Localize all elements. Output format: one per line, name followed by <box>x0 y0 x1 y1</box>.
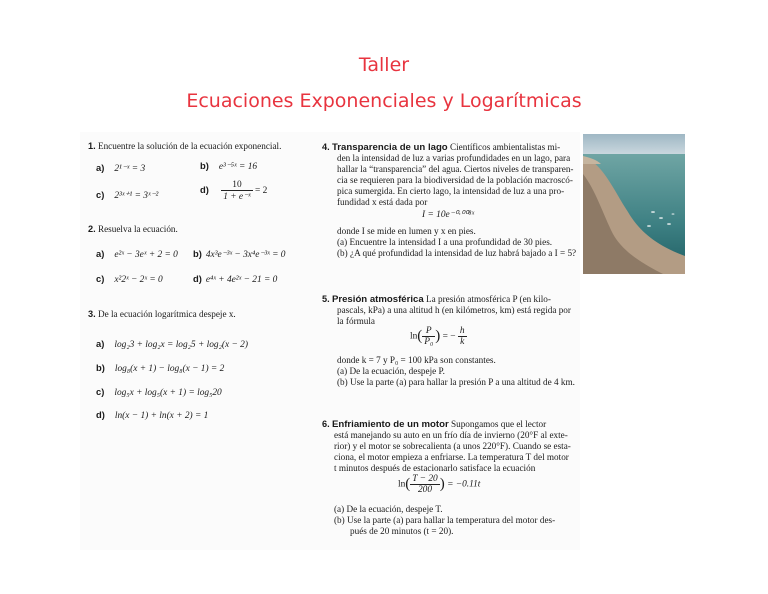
q5-line-4: donde k = 7 y P₀ = 100 kPa son constantes. <box>337 355 496 365</box>
q6-line-4: ciona, el motor empieza a enfriarse. La temperatura T del motor <box>334 452 569 462</box>
q4-line-6: fundidad x está dada por <box>337 197 428 207</box>
q4-line-2: den la intensidad de luz a varias profundidades en un lago, para <box>337 153 571 163</box>
q4-line-7: donde I se mide en lumen y x en pies. <box>337 226 476 236</box>
q4-line-3: hallar la “transparencia” del agua. Ciertos niveles de transparen- <box>337 164 574 174</box>
q3-item-b: b) log₈(x + 1) − log₈(x − 1) = 2 <box>96 362 225 374</box>
q5-line-2: pascals, kPa) a una altitud h (en kilómetros, km) está regida por <box>337 305 571 315</box>
q6-part-b: (b) Use la parte (a) para hallar la temperatura del motor des- <box>334 515 556 525</box>
q4-line-5: pica sumergida. En cierto lago, la intensidad de luz a una pro- <box>337 186 565 196</box>
q2-item-c: c) x²2ˣ − 2ˣ = 0 <box>96 273 163 285</box>
q1-item-a: a) 2¹⁻ˣ = 3 <box>96 162 146 174</box>
question-number: 1. <box>88 141 96 151</box>
q1-item-d: d) $\frac{10}{\text{1 + e⁻ˣ}}$ = 2 <box>200 180 268 202</box>
q6-line-3: rior) y el motor se sobrecalienta (a unos 220°F). Cuando se esta- <box>334 441 571 451</box>
q2-item-b: b) 4x³e⁻³ˣ − 3x⁴e⁻³ˣ = 0 <box>193 248 286 260</box>
question-1 <box>88 141 281 153</box>
q4-part-b: (b) ¿A qué profundidad la intensidad de luz habrá bajado a I = 5? <box>337 248 577 258</box>
question-3: 3. De la ecuación logarítmica despeje x. <box>88 309 236 319</box>
q4-formula: I = 10e⁻⁰·⁰⁰⁸ˣ <box>422 210 475 220</box>
question-5: 5. Presión atmosférica La presión atmosférica P (en kilo- <box>322 294 551 305</box>
q1-item-c: c) 2³ˣ⁺¹ = 3ˣ⁻² <box>96 189 159 201</box>
q6-formula: ln( $\frac{T - 20}{200}$ ) = −0.11t <box>398 474 481 495</box>
question-text: Encuentre la solución de la ecuación exponencial. <box>97 141 282 151</box>
q5-line-3: la fórmula <box>337 316 376 326</box>
page-subtitle: Ecuaciones Exponenciales y Logarítmicas <box>186 90 582 112</box>
q6-line-2: está manejando su auto en un frío día de invierno (20°F al exte- <box>334 430 568 440</box>
q1-item-b: b) e³⁻⁵ˣ = 16 <box>200 160 258 172</box>
q6-part-a: (a) De la ecuación, despeje T. <box>334 504 443 514</box>
q4-line-4: cia se requieren para la biodiversidad de la población macroscó- <box>337 175 573 185</box>
lake-photo <box>583 134 685 274</box>
question-4: 4. Transparencia de un lago Científicos ambientalistas mi- <box>322 142 561 153</box>
question-2: 2. Resuelva la ecuación. <box>88 224 178 234</box>
page-title: Taller <box>358 54 410 76</box>
q6-part-b-cont: pués de 20 minutos (t = 20). <box>350 526 454 536</box>
q6-line-5: t minutos después de estacionarlo satisface la ecuación <box>334 463 536 473</box>
question-6: 6. Enfriamiento de un motor Supongamos que el lector <box>322 419 547 430</box>
q4-part-a: (a) Encuentre la intensidad I a una profundidad de 30 pies. <box>337 237 553 247</box>
q3-item-a: a) log₂3 + log₂x = log₂5 + log₂(x − 2) <box>96 338 248 350</box>
q5-formula: ln( $\frac{P}{\text{P₀}}$ ) = − $\frac{h}{k}$ <box>410 326 465 347</box>
q3-item-d: d) ln(x − 1) + ln(x + 2) = 1 <box>96 409 209 421</box>
q3-item-c: c) log₅x + log₅(x + 1) = log₅20 <box>96 386 222 398</box>
q5-part-b: (b) Use la parte (a) para hallar la presión P a una altitud de 4 km. <box>337 377 575 387</box>
q2-item-a: a) e²ˣ − 3eˣ + 2 = 0 <box>96 248 178 260</box>
q2-item-d: d) e⁴ˣ + 4e²ˣ − 21 = 0 <box>193 273 278 285</box>
q5-part-a: (a) De la ecuación, despeje P. <box>337 366 445 376</box>
